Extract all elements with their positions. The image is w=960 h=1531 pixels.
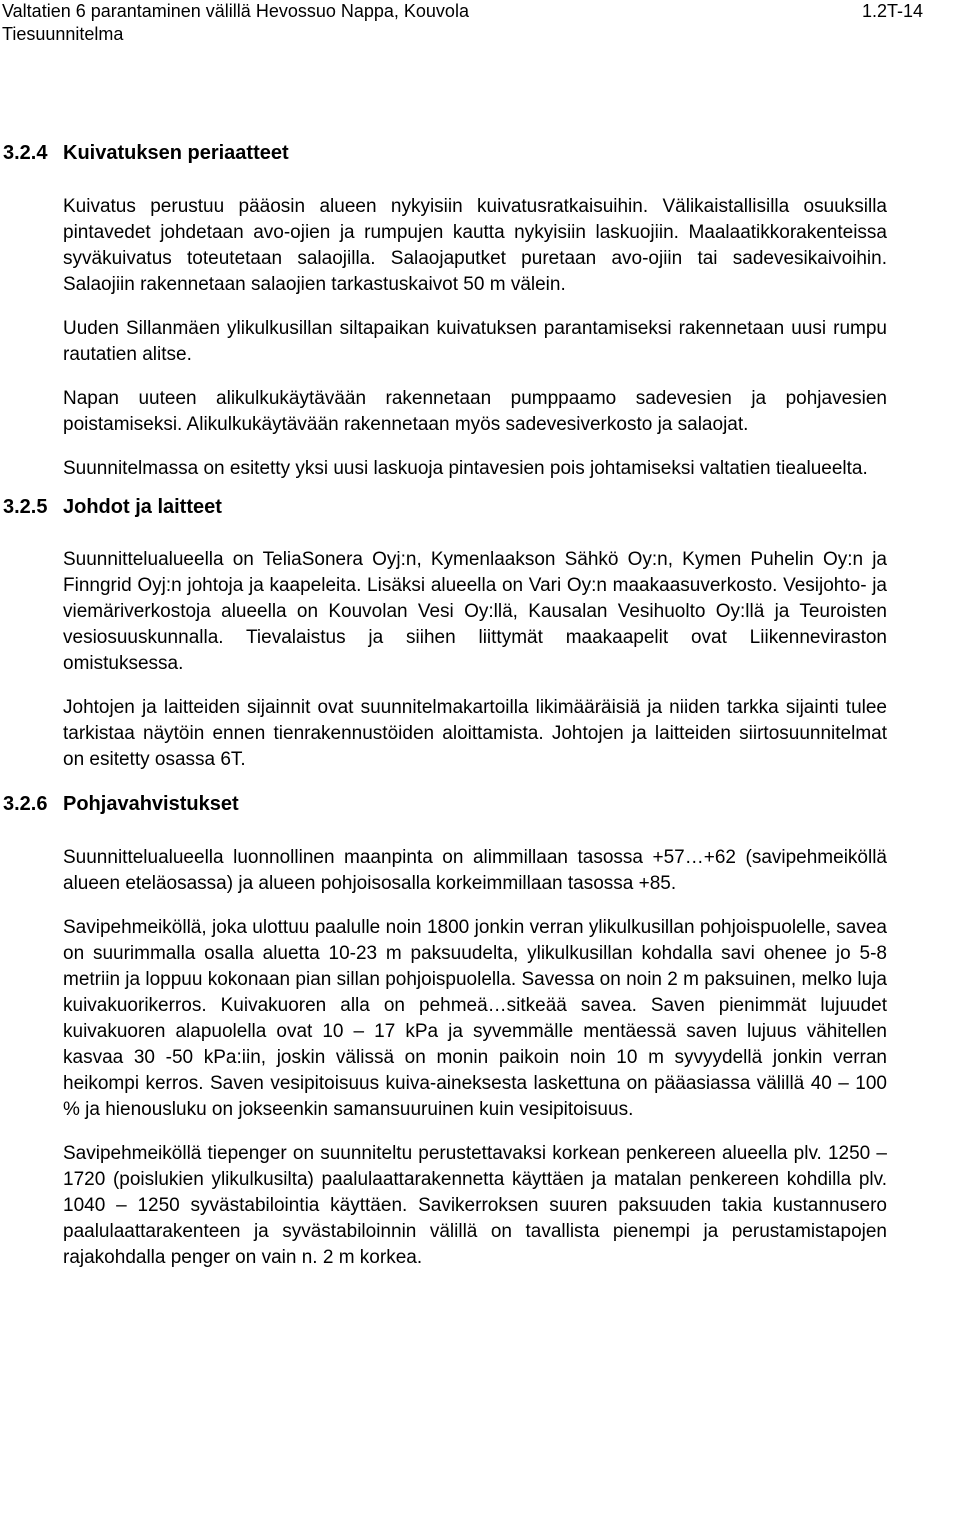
paragraph: Suunnittelualueella on TeliaSonera Oyj:n, Kymenlaakson Sähkö Oy:n, Kymen Puhelin Oy:n ja Finngrid Oyj:n johtoja ja kaapeleita. Lisäksi alueella on Vari Oy:n maakaasuverkosto. Vesijohto- ja viemäriverkostoja alueella on Kouvolan Vesi Oy:llä, Kausalan Vesihuolto Oy:llä ja Teuroisten vesiosuuskunnalla. Tievalaistus ja siihen liittymät maakaapelit ovat Liikenneviraston omistuksessa.: [63, 549, 887, 674]
section-number: 3.2.4: [3, 142, 48, 164]
section-title: Pohjavahvistukset: [63, 793, 239, 815]
section-number: 3.2.6: [3, 793, 48, 815]
section-title: Kuivatuksen periaatteet: [63, 142, 289, 164]
section-title: Johdot ja laitteet: [63, 496, 222, 518]
section-heading: [3, 140, 887, 166]
document-body: [3, 140, 887, 1271]
document-subtitle: Tiesuunnitelma: [2, 24, 124, 44]
section-number: 3.2.5: [3, 496, 48, 518]
paragraph: Johtojen ja laitteiden sijainnit ovat suunnitelmakartoilla likimääräisiä ja niiden tarkka sijainti tulee tarkistaa näytöin ennen tienrakennustöiden aloittamista. Johtojen ja laitteiden siirtosuunnitelmat on esitetty osassa 6T.: [63, 697, 887, 770]
section-kuivatus: [3, 140, 887, 482]
header-row: [2, 0, 942, 23]
document-code: 1.2T-14: [862, 1, 924, 21]
section-heading: [3, 494, 887, 520]
section-pohjavahvistukset: [3, 791, 887, 1271]
paragraph: Uuden Sillanmäen ylikulkusillan siltapaikan kuivatuksen parantamiseksi rakennetaan uusi rumpu rautatien alitse.: [63, 318, 887, 365]
document-title: Valtatien 6 parantaminen välillä Hevossuo Nappa, Kouvola: [2, 1, 469, 21]
paragraph: Kuivatus perustuu pääosin alueen nykyisiin kuivatusratkaisuihin. Välikaistallisilla osuuksilla pintavedet johdetaan avo-ojien ja rumpujen kautta nykyisiin laskuojiin. Maalaatikkorakenteissa syväkuivatus toteutetaan salaojilla. Salaojaputket puretaan avo-ojiin tai sadevesikaivoihin. Salaojiin rakennetaan salaojien tarkastuskaivot 50 m välein.: [63, 196, 887, 295]
paragraph: Napan uuteen alikulkukäytävään rakennetaan pumppaamo sadevesien ja pohjavesien poistamiseksi. Alikulkukäytävään rakennetaan myös sadevesiverkosto ja salaojat.: [63, 388, 887, 435]
section-johdot: [3, 494, 887, 773]
paragraph: Suunnitelmassa on esitetty yksi uusi laskuoja pintavesien pois johtamiseksi valtatien tiealueelta.: [63, 458, 868, 479]
page-header: [2, 0, 942, 46]
paragraph: Suunnittelualueella luonnollinen maanpinta on alimmillaan tasossa +57…+62 (savipehmeiköllä alueen eteläosassa) ja alueen pohjoisosalla korkeimmillaan tasossa +85.: [63, 847, 887, 894]
section-heading: [3, 791, 887, 817]
paragraph: Savipehmeiköllä tiepenger on suunniteltu perustettavaksi korkean penkereen alueella plv. 1250 – 1720 (poislukien ylikulkusilta) paalulaattarakennetta käyttäen ja matalan penkereen kohdilla plv. 1040 – 1250 syvästabilointia käyttäen. Savikerroksen suuren paksuuden takia kustannusero paalulaattarakenteen ja syvästabiloinnin välillä on tavallista pienempi ja perustamistapojen rajakohdalla penger on vain n. 2 m korkea.: [63, 1143, 887, 1268]
paragraph: Savipehmeiköllä, joka ulottuu paalulle noin 1800 jonkin verran ylikulkusillan pohjoispuolelle, savea on suurimmalla osalla aluetta 10-23 m paksuudelta, ylikulkusillan kohdalla savi ohenee jo 5-8 metriin ja loppuu kokonaan pian sillan pohjoispuolella. Savessa on noin 2 m paksuinen, melko luja kuivakuorikerros. Kuivakuoren alla on pehmeä…sitkeää savea. Saven pienimmät lujuudet kuivakuoren alapuolella ovat 10 – 17 kPa ja syvemmälle mentäessä saven lujuus vähitellen kasvaa 30 -50 kPa:iin, joskin välissä on monin paikoin noin 10 m syvyydellä jonkin verran heikompi kerros. Saven vesipitoisuus kuiva-aineksesta laskettuna on pääasiassa välillä 40 – 100 % ja hienousluku on jokseenkin samansuuruinen kuin vesipitoisuus.: [63, 917, 887, 1120]
